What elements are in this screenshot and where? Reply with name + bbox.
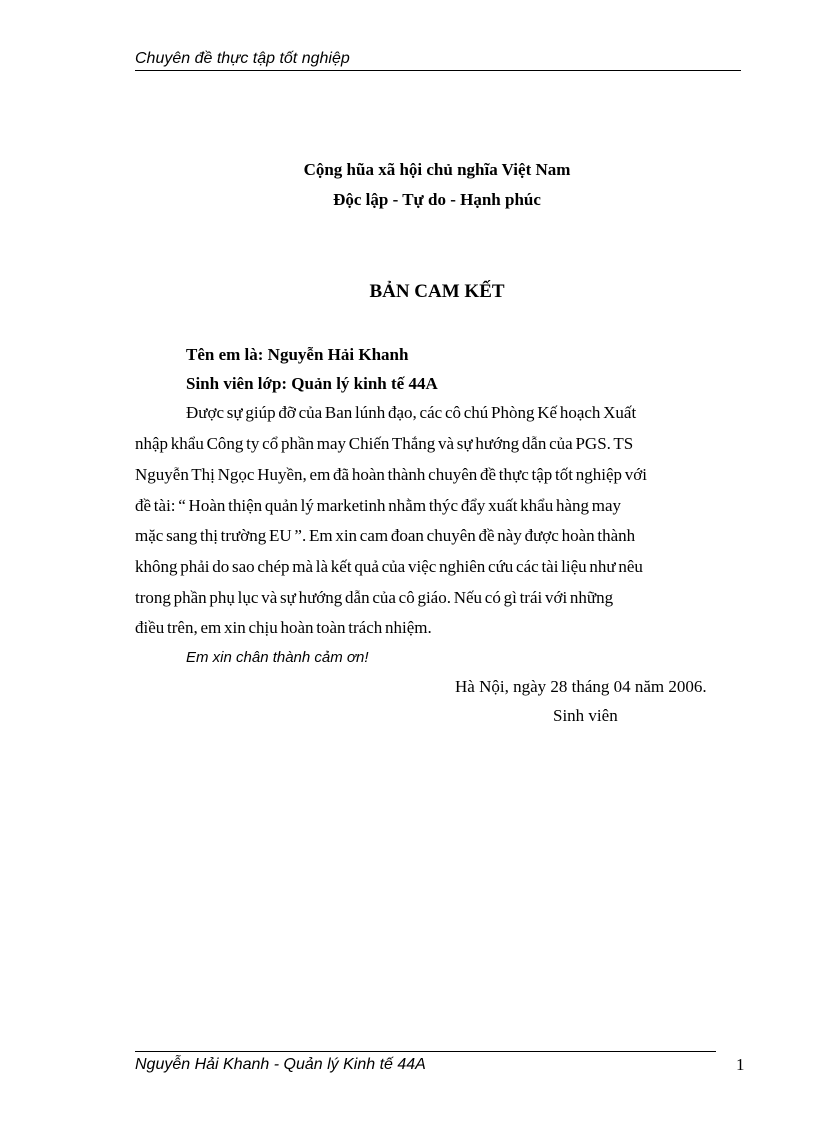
thanks-line: Em xin chân thành cảm ơn! <box>186 649 369 666</box>
national-motto-line-2: Độc lập - Tự do - Hạnh phúc <box>333 190 541 209</box>
body-line: đề tài: “ Hoàn thiện quản lý marketinh nhằm thýc đẩy xuất khẩu hàng may <box>135 496 622 515</box>
body-line: nhập khẩu Công ty cổ phần may Chiến Thắng và sự hướng dẫn của PGS. TS <box>135 434 634 453</box>
page-header <box>135 49 741 71</box>
footer-author: Nguyễn Hải Khanh - Quản lý Kinh tế 44A <box>135 1056 426 1073</box>
student-class-line: Sinh viên lớp: Quản lý kinh tế 44A <box>186 374 438 393</box>
body-line: không phải do sao chép mà là kết quả của việc nghiên cứu các tài liệu như nêu <box>135 557 643 576</box>
signer-label: Sinh viên <box>553 706 618 725</box>
body-line: trong phần phụ lục và sự hướng dẫn của cô giáo. Nếu có gì trái với những <box>135 588 614 607</box>
student-name-line: Tên em là: Nguyễn Hải Khanh <box>186 345 409 364</box>
national-motto-line-1: Cộng hũa xã hội chủ nghĩa Việt Nam <box>303 160 571 179</box>
body-line: Được sự giúp đỡ của Ban lúnh đạo, các cô chú Phòng Kế hoạch Xuất <box>186 403 637 422</box>
document-title: BẢN CAM KẾT <box>369 281 505 302</box>
page-number: 1 <box>736 1055 745 1074</box>
body-line: mặc sang thị trường EU ”. Em xin cam đoan chuyên đề này được hoàn thành <box>135 526 636 545</box>
date-line: Hà Nội, ngày 28 tháng 04 năm 2006. <box>455 677 707 696</box>
footer-divider <box>135 1051 716 1052</box>
header-title: Chuyên đề thực tập tốt nghiệp <box>135 50 350 67</box>
body-line: Nguyễn Thị Ngọc Huyền, em đã hoàn thành chuyên đề thực tập tốt nghiệp với <box>135 465 647 484</box>
body-line: điều trên, em xin chịu hoàn toàn trách nhiệm. <box>135 618 432 637</box>
